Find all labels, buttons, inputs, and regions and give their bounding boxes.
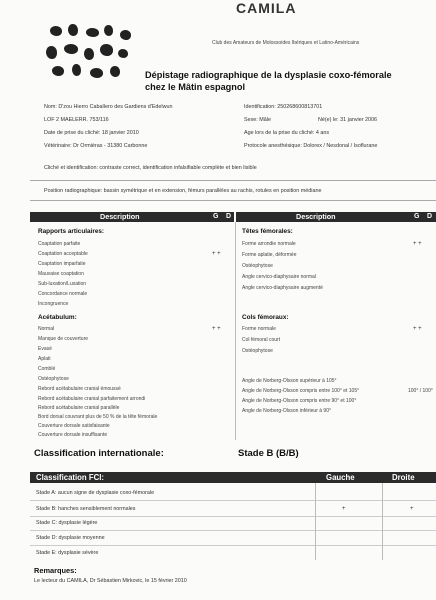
list-item: Comblé <box>38 366 56 372</box>
section-joint-relations: Rapports articulaires: <box>38 228 105 235</box>
divider <box>30 516 436 517</box>
position-note: Position radiographique: bassin symétrique et en extension, fémurs parallèles au rachis, rotules en position médiane <box>44 188 322 194</box>
list-item: Forme aplatie, déformée <box>242 252 297 258</box>
list-item: Rebord acétabulaire cranial émoussé <box>38 386 121 392</box>
col-g-left: G <box>213 213 219 220</box>
norberg-angle-row: Angle de Norberg-Olsson compris entre 100° et 105° <box>242 388 360 394</box>
section-acetabulum: Acétabulum: <box>38 314 77 321</box>
col-g-right: G <box>414 213 420 220</box>
divider <box>30 180 436 181</box>
fci-title: Classification FCI: <box>36 473 105 482</box>
divider <box>30 545 436 546</box>
col-description-left: Description <box>100 212 140 221</box>
mark-femoral-head: + + <box>413 241 422 247</box>
club-logo <box>42 22 138 84</box>
fci-stage-row: Stade A: aucun signe de dysplasie coxo-fémorale <box>36 490 155 496</box>
list-item: Normal <box>38 326 55 332</box>
vet-name: Vétérinaire: Dr Ormièras - 31380 Carbonne <box>44 143 148 149</box>
list-item: Couverture dorsale satisfaisante <box>38 423 110 429</box>
list-item: Evasé <box>38 346 52 352</box>
anesthesia-protocol: Protocole anesthésique: Dolorex / Nesdonal / Isoflurane <box>244 143 378 149</box>
remarks-title: Remarques: <box>34 566 77 575</box>
identification: Identification: 250268600813701 <box>244 104 323 110</box>
list-item: Aplati <box>38 356 51 362</box>
fci-col-divider <box>382 483 383 560</box>
dog-lof: LOF 2 MAELERR. 753/116 <box>44 117 109 123</box>
list-item: Angle cervico-diaphysaire augmenté <box>242 285 323 291</box>
norberg-angle-row: Angle de Norberg-Olsson compris entre 90° et 100° <box>242 398 357 404</box>
list-item: Angle cervico-diaphysaire normal <box>242 274 316 280</box>
norberg-angle-row: Angle de Norberg-Olsson supérieur à 105° <box>242 378 337 384</box>
fci-col-divider <box>315 483 316 560</box>
list-item: Rebord acétabulaire cranial parallèle <box>38 405 120 411</box>
mark-coaptation: + + <box>212 251 221 257</box>
fci-stage-row: Stade D: dysplasie moyenne <box>36 535 105 541</box>
col-d-right: D <box>427 213 433 220</box>
list-item: Ostéophytose <box>242 263 273 269</box>
divider <box>30 530 436 531</box>
section-femoral-necks: Cols fémoraux: <box>242 314 289 321</box>
classification-label: Classification internationale: <box>34 448 164 459</box>
section-femoral-heads: Têtes fémorales: <box>242 228 293 235</box>
dog-name: Nom: D'zou Hierro Caballero des Gardiens d'Edelwun <box>44 104 173 110</box>
divider <box>30 500 436 501</box>
list-item: Ostéophytose <box>242 348 273 354</box>
fci-stage-row: Stade C: dysplasie légère <box>36 520 98 526</box>
list-item: Coaptation acceptable <box>38 251 88 257</box>
birth-date: Né(e) le: 31 janvier 2006 <box>318 117 378 123</box>
image-quality-note: Cliché et identification: contraste correct, identification infalsifiable complète et bien lisible <box>44 165 257 171</box>
list-item: Concordance normale <box>38 291 88 297</box>
list-item: Coaptation imparfaite <box>38 261 86 267</box>
stage-b-right-mark: + <box>410 506 414 512</box>
mark-femoral-neck: + + <box>413 326 422 332</box>
mark-acetabulum-normal: + + <box>212 326 221 332</box>
age: Age lors de la prise du cliché: 4 ans <box>244 130 330 136</box>
classification-stage: Stade B (B/B) <box>238 448 299 459</box>
col-description-right: Description <box>296 212 336 221</box>
list-item: Incongruence <box>38 301 69 307</box>
col-d-left: D <box>226 213 232 220</box>
page-title: Dépistage radiographique de la dysplasie coxo-fémorale <box>145 70 392 80</box>
stage-b-left-mark: + <box>342 506 346 512</box>
reader-signature: Le lecteur du CAMILA, Dr Sébastien Mirkovic, le 15 février 2010 <box>34 578 187 584</box>
divider <box>30 200 436 201</box>
fci-stage-row: Stade E: dysplasie sévère <box>36 550 99 556</box>
exam-date: Date de prise du cliché: 18 janvier 2010 <box>44 130 139 136</box>
fci-stage-row: Stade B: hanches sensiblement normales <box>36 506 136 512</box>
list-item: Bord dorsal couvrant plus de 50 % de la tête fémorale <box>38 414 158 420</box>
norberg-angle-values: 100° / 100° <box>408 388 433 394</box>
list-item: Mauvaise coaptation <box>38 271 84 277</box>
list-item: Couverture dorsale insuffisante <box>38 432 108 438</box>
page-subtitle: chez le Mâtin espagnol <box>145 82 246 92</box>
fci-left-col: Gauche <box>326 473 355 482</box>
list-item: Forme arrondie normale <box>242 241 296 247</box>
list-item: Forme normale <box>242 326 276 332</box>
list-item: Coaptation parfaite <box>38 241 81 247</box>
list-item: Col fémoral court <box>242 337 281 343</box>
sex: Sexe: Mâle <box>244 117 271 123</box>
club-line: Club des Amateurs de Molossoides Ibériques et Latino-Américains <box>212 40 360 46</box>
list-item: Ostéophytose <box>38 376 69 382</box>
list-item: Rebord acétabulaire cranial parfaitement arrondi <box>38 396 146 402</box>
list-item: Sub-luxation/Luxation <box>38 281 87 287</box>
norberg-angle-row: Angle de Norberg-Olsson inférieur à 90° <box>242 408 331 414</box>
brand-name: CAMILA <box>236 0 297 16</box>
list-item: Manque de couverture <box>38 336 89 342</box>
fci-right-col: Droite <box>392 473 415 482</box>
